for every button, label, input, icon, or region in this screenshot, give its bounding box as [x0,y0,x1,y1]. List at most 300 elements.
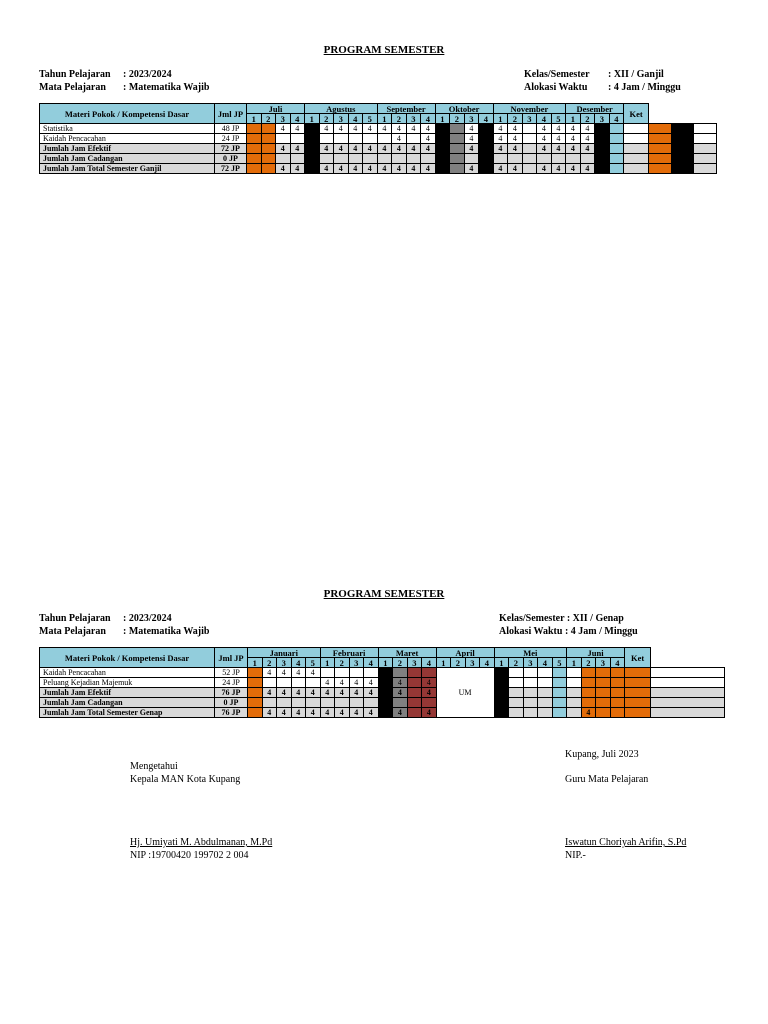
week-cell: 4 [291,668,306,678]
row-label: Kaidah Pencacahan [40,668,215,678]
week-cell: 4 [276,164,291,174]
week-cell [649,134,672,144]
week-cell [552,688,567,698]
week-cell [625,678,651,688]
week-cell [247,134,262,144]
row-jp: 0 JP [215,698,248,708]
row-label: Jumlah Jam Cadangan [40,154,215,164]
week-cell [596,708,611,718]
week-cell [567,698,582,708]
week-cell [377,154,392,164]
week-cell [567,668,582,678]
week-header: 4 [421,114,436,124]
week-cell [305,154,320,164]
week-cell: 4 [537,124,552,134]
tahun-label: Tahun Pelajaran [39,613,111,624]
week-cell [494,708,509,718]
week-cell: 4 [392,124,407,134]
week-cell: 4 [595,124,610,134]
week-cell [523,678,538,688]
week-cell [624,164,649,174]
row-label: Jumlah Jam Efektif [40,688,215,698]
month-header: Januari [248,648,321,658]
week-header: 5 [363,114,378,124]
mapel-value: : Matematika Wajib [123,82,210,93]
week-cell [609,144,624,154]
week-cell [364,698,379,708]
week-cell: 4 [595,164,610,174]
row-label: Jumlah Jam Total Semester Genap [40,708,215,718]
week-cell [406,154,421,164]
right-role: Guru Mata Pelajaran [565,774,649,785]
week-cell [580,154,595,164]
week-cell: 4 [334,164,349,174]
week-cell: 4 [277,668,292,678]
alokasi-value: : 4 Jam / Minggu [608,82,681,93]
week-cell [552,678,567,688]
week-cell [552,668,567,678]
place-date: Kupang, Juli 2023 [565,749,639,760]
mapel-value: : Matematika Wajib [123,626,210,637]
week-cell [277,678,292,688]
week-cell [378,678,393,688]
week-cell [624,134,649,144]
week-header: 3 [406,114,421,124]
row-ket [694,154,717,164]
week-cell: 4 [348,164,363,174]
week-cell [671,154,694,164]
week-header: 3 [349,658,364,668]
week-cell: 4 [435,144,450,154]
week-cell: 4 [319,124,334,134]
month-header: November [493,104,566,114]
week-cell [567,678,582,688]
week-header: 1 [377,114,392,124]
week-cell [335,668,350,678]
week-cell [262,698,277,708]
week-cell [248,698,263,708]
week-cell: 4 [595,144,610,154]
row-ket [651,678,725,688]
row-label: Jumlah Jam Total Semester Ganjil [40,164,215,174]
week-cell [609,164,624,174]
week-cell [610,698,625,708]
row-jp: 72 JP [215,144,247,154]
row-ket [694,134,717,144]
week-cell [509,668,524,678]
week-cell [319,154,334,164]
week-header: 1 [247,114,262,124]
week-cell [538,668,553,678]
week-cell: 4 [377,144,392,154]
week-cell: 4 [348,144,363,154]
week-cell [566,154,581,164]
week-cell [609,154,624,164]
week-header: 1 [435,114,450,124]
week-cell [306,678,321,688]
week-header: 4 [480,658,495,668]
week-header: 1 [378,658,393,668]
week-cell [320,668,335,678]
week-cell [261,134,276,144]
week-cell [671,134,694,144]
week-cell [538,678,553,688]
week-cell [479,134,494,144]
mapel-label: Mata Pelajaran [39,626,106,637]
ganjil-title: PROGRAM SEMESTER [323,44,445,56]
week-cell [509,708,524,718]
week-header: 2 [393,658,408,668]
week-cell [509,698,524,708]
week-cell [248,688,263,698]
week-cell: 4 [276,124,291,134]
week-cell [378,688,393,698]
week-header: 4 [291,658,306,668]
kelas-label: Kelas/Semester [524,69,590,80]
week-cell: 4 [348,124,363,134]
week-header: 4 [290,114,305,124]
week-cell [464,154,479,164]
week-cell [625,698,651,708]
week-cell: 4 [335,708,350,718]
table-row [40,124,717,134]
week-cell: 4 [349,688,364,698]
um-cell: UM [436,668,494,718]
left-line2: Kepala MAN Kota Kupang [130,774,241,785]
week-cell [509,678,524,688]
week-cell: 4 [508,134,523,144]
week-cell: 4 [581,708,596,718]
month-header: Juni [567,648,625,658]
week-header: 4 [422,658,437,668]
week-cell: 4 [421,134,436,144]
week-cell [551,154,566,164]
week-cell [305,124,320,134]
week-header: 3 [595,114,610,124]
week-header: 3 [334,114,349,124]
week-cell: 4 [551,164,566,174]
week-cell [625,668,651,678]
week-cell [522,144,537,154]
week-cell: 4 [334,144,349,154]
week-cell [581,668,596,678]
week-cell [494,678,509,688]
row-jp: 76 JP [215,688,248,698]
week-cell: 4 [580,124,595,134]
week-cell [552,698,567,708]
week-cell: 4 [464,134,479,144]
week-cell [248,678,263,688]
week-cell: 4 [364,708,379,718]
header-materi: Materi Pokok / Kompetensi Dasar [40,648,215,668]
week-cell [609,134,624,144]
week-header: 4 [364,658,379,668]
week-cell [421,154,436,164]
row-ket [651,708,725,718]
row-jp: 24 JP [215,678,248,688]
ganjil-table [39,103,717,174]
week-cell [671,124,694,134]
week-cell [624,144,649,154]
week-cell: 4 [493,144,508,154]
week-cell [364,668,379,678]
genap-info-right [499,612,638,638]
week-cell [508,154,523,164]
week-cell [349,668,364,678]
week-cell: 4 [320,708,335,718]
week-cell [348,134,363,144]
week-cell: 4 [551,134,566,144]
week-cell [596,678,611,688]
row-jp: 24 JP [215,134,247,144]
month-header: Agustus [305,104,378,114]
week-cell [378,708,393,718]
genap-info-left [39,612,209,638]
week-cell [522,154,537,164]
week-cell [523,698,538,708]
week-cell [348,154,363,164]
week-cell [595,154,610,164]
right-name: Iswatun Choriyah Arifin, S.Pd [565,837,687,848]
week-cell: 4 [508,124,523,134]
week-cell [610,678,625,688]
month-header: April [436,648,494,658]
week-cell [248,708,263,718]
week-cell: 4 [392,164,407,174]
week-cell: 4 [349,708,364,718]
week-cell: 4 [306,688,321,698]
row-ket [694,164,717,174]
week-cell: 4 [393,708,408,718]
week-cell: 4 [508,164,523,174]
week-cell [291,678,306,688]
week-cell [290,154,305,164]
row-label: Jumlah Jam Efektif [40,144,215,154]
left-nip: NIP :19700420 199702 2 004 [130,850,249,861]
row-jp: 0 JP [215,154,247,164]
table-row [40,144,717,154]
week-header: 1 [436,658,451,668]
week-cell [450,154,465,164]
week-header: 3 [596,658,611,668]
week-cell [538,698,553,708]
week-cell [522,164,537,174]
tahun-label: Tahun Pelajaran [39,69,111,80]
alokasi-text: Alokasi Waktu : 4 Jam / Minggu [499,626,638,637]
week-cell [335,698,350,708]
month-header: Desember [566,104,624,114]
week-cell: 4 [290,124,305,134]
week-cell: 4 [566,124,581,134]
week-cell: 4 [508,144,523,154]
week-header: 3 [523,658,538,668]
row-ket [651,688,725,698]
week-cell: 4 [276,144,291,154]
week-cell: 4 [277,708,292,718]
week-cell [435,154,450,164]
header-ket: Ket [625,648,651,668]
week-cell [537,154,552,164]
week-cell: 4 [320,688,335,698]
week-cell [581,678,596,688]
week-header: 3 [522,114,537,124]
week-cell: 4 [334,124,349,134]
week-cell [581,688,596,698]
week-header: 4 [479,114,494,124]
mapel-label: Mata Pelajaran [39,82,106,93]
week-cell [450,144,465,154]
week-cell [393,668,408,678]
week-cell: 4 [435,164,450,174]
week-cell [393,698,408,708]
week-cell [596,668,611,678]
row-label: Statistika [40,124,215,134]
week-cell: 4 [349,678,364,688]
week-cell [334,154,349,164]
week-cell [290,134,305,144]
week-cell: 4 [377,164,392,174]
header-materi: Materi Pokok / Kompetensi Dasar [40,104,215,124]
week-cell: 4 [262,688,277,698]
week-cell: 4 [306,708,321,718]
week-cell [392,154,407,164]
week-cell: 4 [335,678,350,688]
kelas-text: Kelas/Semester : XII / Genap [499,613,624,624]
table-row [40,708,725,718]
week-cell [262,678,277,688]
week-cell [306,698,321,708]
week-cell [522,134,537,144]
week-cell [291,698,306,708]
week-cell [610,668,625,678]
week-header: 5 [552,658,567,668]
table-row [40,668,725,678]
week-cell: 4 [262,708,277,718]
week-cell: 4 [377,124,392,134]
week-cell: 4 [406,144,421,154]
week-cell [261,124,276,134]
table-row [40,698,725,708]
week-cell: 4 [291,708,306,718]
week-cell [422,668,437,678]
week-cell [378,698,393,708]
month-header: Juli [247,104,305,114]
week-cell: 4 [320,678,335,688]
left-line1: Mengetahui [130,761,178,772]
week-header: 3 [407,658,422,668]
ganjil-info-left [39,68,209,94]
week-cell: 4 [493,164,508,174]
week-header: 2 [509,658,524,668]
week-cell: 4 [566,144,581,154]
week-header: 2 [581,658,596,668]
week-cell [319,134,334,144]
week-cell: 4 [422,688,437,698]
week-cell: 4 [290,164,305,174]
week-header: 2 [262,658,277,668]
week-cell [305,144,320,154]
week-header: 2 [451,658,466,668]
week-cell [552,708,567,718]
week-cell: 4 [393,688,408,698]
week-cell [276,134,291,144]
week-cell [610,708,625,718]
week-header: 4 [538,658,553,668]
row-jp: 72 JP [215,164,247,174]
week-cell [596,698,611,708]
week-cell [247,154,262,164]
week-cell: 4 [262,668,277,678]
week-cell [247,124,262,134]
week-header: 5 [306,658,321,668]
week-cell [363,134,378,144]
week-cell: 4 [319,144,334,154]
row-jp: 48 JP [215,124,247,134]
week-cell [624,124,649,134]
week-cell: 4 [566,164,581,174]
week-cell: 4 [291,688,306,698]
week-cell [479,124,494,134]
header-jml-jp: Jml JP [215,648,248,668]
tahun-value: : 2023/2024 [123,69,172,80]
week-cell: 4 [566,134,581,144]
week-cell [450,134,465,144]
month-header: Mei [494,648,567,658]
week-cell [479,154,494,164]
week-cell: 4 [392,134,407,144]
week-cell [422,698,437,708]
week-cell: 4 [580,144,595,154]
week-header: 2 [319,114,334,124]
week-header: 4 [609,114,624,124]
week-cell [671,164,694,174]
month-header: Oktober [435,104,493,114]
week-cell: 4 [464,164,479,174]
week-header: 1 [320,658,335,668]
week-cell [407,698,422,708]
week-cell: 4 [422,708,437,718]
week-cell [567,708,582,718]
week-cell [493,154,508,164]
week-cell [305,164,320,174]
header-ket: Ket [624,104,649,124]
week-cell: 4 [551,124,566,134]
week-cell: 4 [364,678,379,688]
week-header: 1 [566,114,581,124]
week-cell: 4 [493,134,508,144]
week-cell: 4 [335,688,350,698]
week-cell [649,154,672,164]
row-ket [694,124,717,134]
week-cell: 4 [363,164,378,174]
week-cell [494,698,509,708]
week-cell: 4 [363,124,378,134]
week-cell [320,698,335,708]
week-cell [625,688,651,698]
week-cell [435,134,450,144]
week-cell: 4 [319,164,334,174]
week-cell [349,698,364,708]
week-cell [522,124,537,134]
ganjil-info-right [524,68,681,94]
week-cell [248,668,263,678]
week-cell [523,668,538,678]
row-jp: 52 JP [215,668,248,678]
week-cell: 4 [306,668,321,678]
week-cell: 4 [421,144,436,154]
week-cell: 4 [363,144,378,154]
week-cell [276,154,291,164]
